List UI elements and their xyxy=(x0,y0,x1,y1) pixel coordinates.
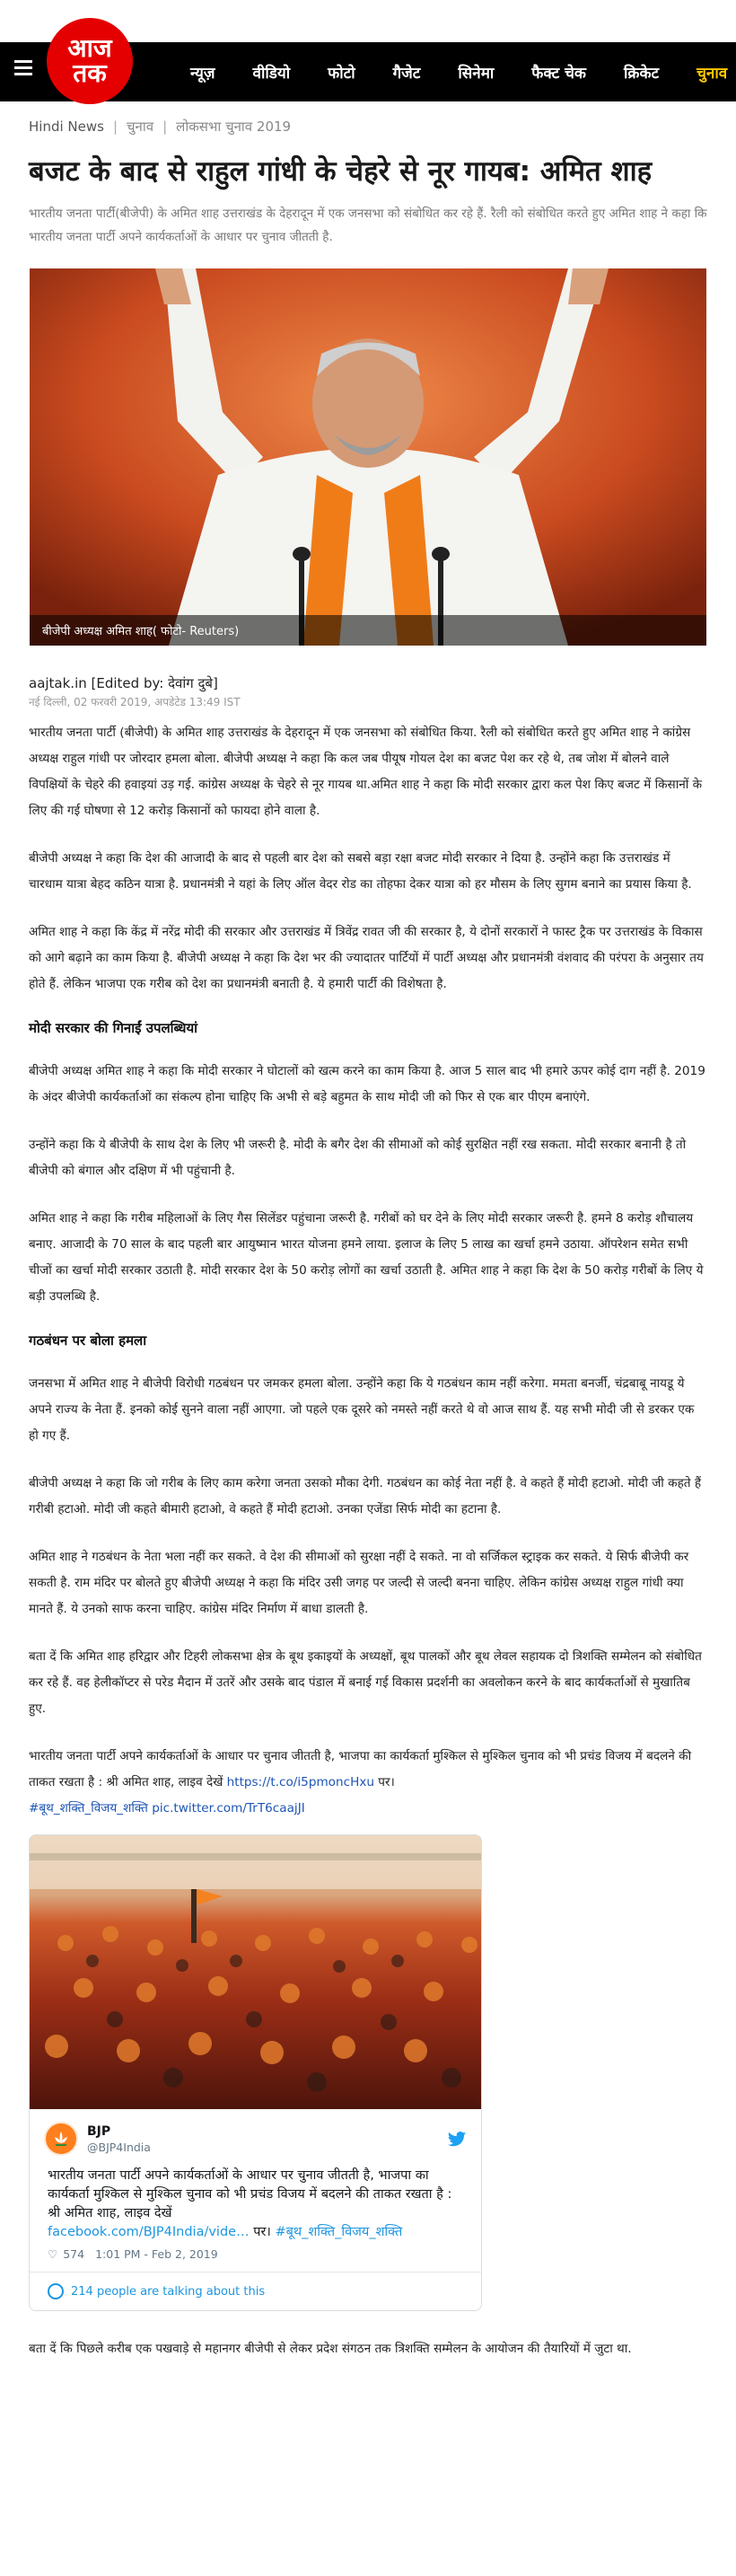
tweet-conversation[interactable] xyxy=(30,2272,481,2310)
nav-item-cinema[interactable]: सिनेमा xyxy=(458,64,495,83)
nav-item-fact-check[interactable]: फैक्ट चेक xyxy=(531,64,586,83)
breadcrumb-election[interactable]: चुनाव xyxy=(127,119,154,135)
article-subheading: गठबंधन पर बोला हमला xyxy=(29,1332,147,1349)
tweet-quote-paragraph xyxy=(29,1744,707,1822)
tweet-meta xyxy=(30,2242,481,2272)
pic-link[interactable]: pic.twitter.com/TrT6caajJI xyxy=(147,1801,305,1816)
tweet-quote-link[interactable]: https://t.co/i5pmoncHxu xyxy=(226,1775,374,1789)
tweet-quote-text: भारतीय जनता पार्टी अपने कार्यकर्ताओं के आधार पर चुनाव जीतती है, भाजपा का कार्यकर्ता मुश्किल से मुश्किल चुनाव को भी प्रचंड विजय में बदलने की ताकत रखता है : श्री अमित शाह, लाइव देखें xyxy=(29,1749,692,1789)
breadcrumb xyxy=(0,109,736,136)
article-paragraph: बीजेपी अध्यक्ष ने कहा कि जो गरीब के लिए काम करेगा जनता उसको मौका देगी. गठबंधन का कोई नेता नहीं है. वे कहते हैं मोदी हटाओ. मोदी जी कहते हैं गरीबी हटाओ. मोदी जी कहते बीमारी हटाओ, वे कहते हैं मोदी हटाओ. उनका एजेंडा सिर्फ मोदी का हटाना है. xyxy=(29,1476,702,1517)
nav-item-election[interactable]: चुनाव xyxy=(697,64,728,83)
article-paragraph: जनसभा में अमित शाह ने बीजेपी विरोधी गठबंधन पर जमकर हमला बोला. उन्होंने कहा कि ये गठबंधन काम नहीं करेगा. ममता बनर्जी, चंद्रबाबू नायडू ये अपने राज्य के नेता हैं. इनको कोई सुनने वाला नहीं आएगा. जो पहले एक दूसरे को नमस्ते नहीं करते थे वो आज साथ हैं. यह सभी मोदी जी से डरकर एक हो गए हैं. xyxy=(29,1376,695,1443)
tweet-header xyxy=(30,2109,481,2163)
main-nav xyxy=(190,42,736,101)
hashtag-link[interactable]: #बूथ_शक्ति_विजय_शक्ति xyxy=(29,1801,148,1816)
tweet-author-name[interactable]: BJP xyxy=(87,2123,111,2139)
byline: aajtak.in [Edited by: देवांग दुबे] xyxy=(29,675,218,691)
hero-image xyxy=(30,268,706,646)
tweet-embed[interactable] xyxy=(29,1834,482,2311)
speech-bubble-icon xyxy=(48,2283,64,2299)
tweet-image[interactable] xyxy=(30,1835,482,2109)
menu-icon[interactable] xyxy=(14,60,32,78)
twitter-bird-icon[interactable] xyxy=(447,2129,467,2149)
article-paragraph: बता दें कि पिछले करीब एक पखवाड़े से महानगर बीजेपी से लेकर प्रदेश संगठन तक त्रिशक्ति सम्मेलन के आयोजन की तैयारियों में जुटा था. xyxy=(29,2342,632,2356)
article-paragraph: उन्होंने कहा कि ये बीजेपी के साथ देश के लिए भी जरूरी है. मोदी के बगैर देश की सीमाओं को कोई सुरक्षित नहीं रख सकता. मोदी सरकार बनानी है तो बीजेपी को बंगाल और दक्षिण में भी पहुंचानी है. xyxy=(29,1138,687,1178)
tweet-hashtag[interactable]: #बूथ_शक्ति_विजय_शक्ति xyxy=(275,2225,403,2239)
tweet-time[interactable]: 1:01 PM - Feb 2, 2019 xyxy=(95,2247,218,2261)
nav-item-photo[interactable]: फोटो xyxy=(328,64,355,83)
article-paragraph: अमित शाह ने गठबंधन के नेता भला नहीं कर सकते. वे देश की सीमाओं को सुरक्षा नहीं दे सकते. ना वो सर्जिकल स्ट्राइक कर सकते. ये सिर्फ बीजेपी कर सकती है. राम मंदिर पर बोलते हुए बीजेपी अध्यक्ष ने कहा कि मंदिर उसी जगह पर जल्दी से जल्दी बनना चाहिए. लेकिन कांग्रेस अध्यक्ष राहुल गांधी क्या मानते हैं. ये उनको साफ करना चाहिए. कांग्रेस मंदिर निर्माण में बाधा डालती है. xyxy=(29,1550,689,1616)
article-title: बजट के बाद से राहुल गांधी के चेहरे से नूर गायब: अमित शाह xyxy=(29,155,653,188)
breadcrumb-loksabha[interactable]: लोकसभा चुनाव 2019 xyxy=(176,119,292,135)
article-paragraph: बता दें कि अमित शाह हरिद्वार और टिहरी लोकसभा क्षेत्र के बूथ इकाइयों के अध्यक्षों, बूथ पालकों और बूथ लेवल सहायक दो त्रिशक्ति सम्मेलन को संबोधित कर रहे हैं. वह हेलीकॉप्टर से परेड मैदान में उतरें और उसके बाद पंडाल में बनाई गई विकास प्रदर्शनी का अवलोकन करने के बाद कार्यकर्ताओं से मुखातिब हुए. xyxy=(29,1649,702,1716)
hero-photo-illustration xyxy=(30,268,706,646)
bjp-avatar[interactable] xyxy=(44,2122,78,2156)
article-body xyxy=(0,709,736,2362)
tweet-text-mid: पर। xyxy=(249,2225,276,2239)
nav-item-news[interactable]: न्यूज़ xyxy=(190,64,215,83)
article-paragraph: अमित शाह ने कहा कि गरीब महिलाओं के लिए गैस सिलेंडर पहुंचाना जरूरी है. गरीबों को घर देने के लिए मोदी सरकार जरूरी है. हमने 8 करोड़ शौचालय बनाए. आजादी के 70 साल के बाद पहली बार आयुष्मान भारत योजना हमने लाया. इलाज के लिए 5 लाख का खर्चा हमने उठाया. ऑपरेशन समेत सभी चीजों का खर्चा मोदी सरकार उठाती है. मोदी सरकार देश के 50 करोड़ लोगों का खर्चा उठाती है. अमित शाह ने कहा कि देश के 50 करोड़ गरीबों के लिए ये बड़ी उपलब्धि है. xyxy=(29,1211,704,1304)
tweet-likes[interactable]: 574 xyxy=(63,2247,85,2261)
tweet-body: भारतीय जनता पार्टी अपने कार्यकर्ताओं के आधार पर चुनाव जीतती है, भाजपा का कार्यकर्ता मुश्किल से मुश्किल चुनाव को भी प्रचंड विजय में बदलने की ताकत रखता है : श्री अमित शाह, लाइव देखें xyxy=(48,2168,452,2220)
tweet-author[interactable] xyxy=(87,2124,447,2154)
logo-text: आज तक xyxy=(67,33,112,88)
hero-caption: बीजेपी अध्यक्ष अमित शाह( फोटो- Reuters) xyxy=(30,615,706,646)
nav-item-cricket[interactable]: क्रिकेट xyxy=(624,64,660,83)
article-paragraph: बीजेपी अध्यक्ष ने कहा कि देश की आजादी के बाद से पहली बार देश को सबसे बड़ा रक्षा बजट मोदी सरकार ने दिया है. उन्होंने कहा कि उत्तराखंड में चारधाम यात्रा बेहद कठिन यात्रा है. प्रधानमंत्री ने यहां के लिए ऑल वेदर रोड का तोहफा देकर यात्रा को हर मौसम के लिए सुगम बनाने का प्रयास किया है. xyxy=(29,851,692,892)
breadcrumb-home[interactable]: Hindi News xyxy=(29,119,104,135)
tweet-facebook-link[interactable]: facebook.com/BJP4India/vide… xyxy=(48,2225,250,2239)
heart-icon[interactable]: ♡ xyxy=(48,2247,58,2261)
nav-item-video[interactable]: वीडियो xyxy=(252,64,291,83)
nav-item-gadget[interactable]: गैजेट xyxy=(392,64,421,83)
tweet-author-handle[interactable]: @BJP4India xyxy=(87,2140,151,2154)
article-paragraph: अमित शाह ने कहा कि केंद्र में नरेंद्र मोदी की सरकार और उत्तराखंड में त्रिवेंद्र रावत जी की सरकार है, ये दोनों सरकारों ने फास्ट ट्रैक पर उत्तराखंड के विकास को आगे बढ़ाने का काम किया है. बीजेपी अध्यक्ष ने कहा कि देश भर की ज्यादातर पार्टियों में पार्टी अध्यक्ष और प्रधानमंत्री वंशवाद की परंपरा के अनुसार तय होते हैं. लेकिन भाजपा एक गरीब को देश का प्रधानमंत्री बनाती है. ये हमारी पार्टी की विशेषता है. xyxy=(29,925,704,991)
site-header xyxy=(0,0,736,109)
article-paragraph: भारतीय जनता पार्टी (बीजेपी) के अमित शाह उत्तराखंड के देहरादून में एक जनसभा को संबोधित किया. रैली को संबोधित करते हुए अमित शाह ने कांग्रेस अध्यक्ष राहुल गांधी पर जोरदार हमला बोला. बीजेपी अध्यक्ष ने कहा कि कल जब पीयूष गोयल देश का बजट पेश कर रहे थे, तब जोश में बोलने वाले विपक्षियों के चेहरे की हवाइयां उड़ गई. कांग्रेस अध्यक्ष के चेहरे से नूर गायब था.अमित शाह ने कहा कि मोदी सरकार द्वारा कल पेश किए बजट में किसानों के लिए की गई घोषणा से 12 करोड़ किसानों को फायदा होने वाला है. xyxy=(29,725,703,818)
tweet-text xyxy=(30,2163,481,2242)
tweet-quote-tail: पर। xyxy=(373,1775,395,1789)
article-summary: भारतीय जनता पार्टी(बीजेपी) के अमित शाह उत्तराखंड के देहरादून में एक जनसभा को संबोधित कर रहे हैं. रैली को संबोधित करते हुए अमित शाह ने कहा कि भारतीय जनता पार्टी अपने कार्यकर्ताओं के आधार पर चुनाव जीतती है. xyxy=(29,207,707,244)
tweet-talking-count[interactable]: 214 people are talking about this xyxy=(71,2284,266,2299)
aajtak-logo[interactable] xyxy=(47,18,133,104)
breadcrumb-separator-icon: | xyxy=(162,119,168,135)
breadcrumb-separator-icon: | xyxy=(112,119,118,135)
dateline: नई दिल्ली, 02 फरवरी 2019, अपडेटेड 13:49 IST xyxy=(29,696,241,708)
lotus-icon xyxy=(51,2129,71,2149)
crowd-photo-illustration xyxy=(30,1835,482,2109)
article-subheading: मोदी सरकार की गिनाईं उपलब्धियां xyxy=(29,1020,198,1036)
article-paragraph: बीजेपी अध्यक्ष अमित शाह ने कहा कि मोदी सरकार ने घोटालों को खत्म करने का काम किया है. आज 5 साल बाद भी हमारे ऊपर कोई दाग नहीं है. 2019 के अंदर बीजेपी कार्यकर्ताओं का संकल्प होना चाहिए कि अभी से बड़े बहुमत के साथ मोदी जी को फिर से एक बार पीएम बनाएंगे. xyxy=(29,1064,705,1104)
